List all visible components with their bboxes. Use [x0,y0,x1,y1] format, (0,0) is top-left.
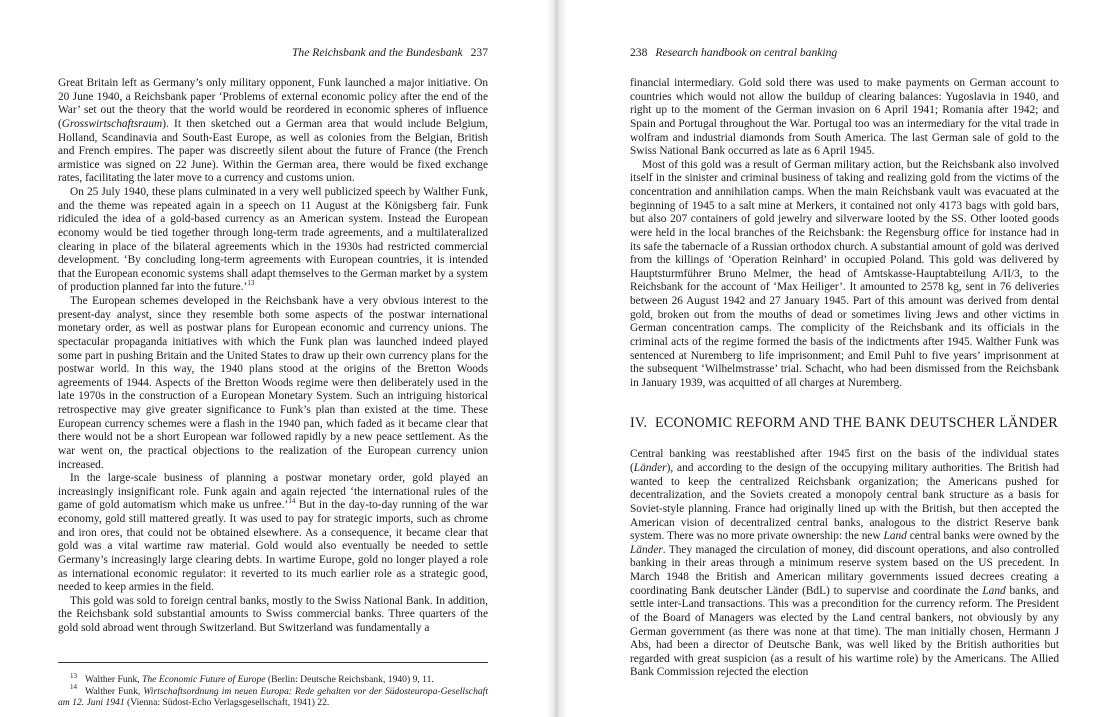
running-head [630,46,837,59]
running-head-title: The Reichsbank and the Bundesbank [291,46,463,59]
text-run: Central banking was reestablished after 1945 first on the basis of the individual states ( [630,448,1059,474]
paragraph [58,295,488,472]
text-run: financial intermediary. Gold sold there was used to make payments on German account to countries which would not allow the buildup of clearing balances: Yugoslavia in 1940, and right up to the moment of the German invasion on 6 April 1941; Romania after 1942; and Spain and Portugal throughout the War. Portugal too was an intermediary for the vital trade in wolfram and industrial diamonds from South America. The last German sale of gold to the Swiss National Bank occurred as late as 6 April 1945. [630,77,1059,158]
left-page [0,0,546,717]
paragraph [58,77,488,186]
paragraph [630,448,1059,680]
italic-text: The Economic Future of Europe [142,674,266,685]
italic-text: Länder [630,543,663,556]
text-run: . They managed the circulation of money, did discount operations, and also controlled banking in their areas through a minimum reserve system based on the US precedent. In March 1948 the British and American military governments issued decrees creating a coordinating Bank deutscher Länder (BdL) to supervise and coordinate the [630,543,1059,597]
body-text [630,77,1059,680]
italic-text: Wirtschaftsordnung im neuen Europa: Rede gehalten vor der Südosteuropa-Gesellschaft am 12. Juni 1941 [58,685,488,709]
text-run: ), and according to the design of the occupying military authorities. The British had wanted to keep the centralized Reichsbank organization; the Americans pushed for decentralization, and the Soviets created a monopoly central bank structure as a basis for Soviet-style planning. France had originally lined up with the British, but then accepted the American vision of decentralized central banks, analogous to the district Reserve bank system. There was no more private ownership: the new [630,462,1059,543]
text-run: (Berlin: Deutsche Reichsbank, 1940) 9, 11. [265,674,434,685]
text-run: Most of this gold was a result of German military action, but the Reichsbank also involved itself in the sinister and criminal business of taking and realizing gold from the victims of the concentration and annihilation camps. When the main Reichsbank vault was evacuated at the beginning of 1945 to a salt mine at Merkers, it contained not only 4173 bags with gold bars, but also 207 containers of gold jewelry and silverware looted by the SS. Other looted goods were held in the local branches of the Reichsbank: the Regensburg office for instance had in its safe the tabernacle of a Russian orthodox church. A substantial amount of gold was derived from the killings of ‘Operation Reinhard’ in occupied Poland. This gold was delivered by Hauptsturmführer Bruno Melmer, the head of Amtskasse-Hauptabteilung A/II/3, to the Reichsbank for the account of ‘Max Heiliger’. It amounted to 2578 kg, sent in 76 deliveries between 26 August 1942 and 27 January 1945. Part of this amount was derived from dental gold, broken out from the mouths of dead or sometimes living Jews and other victims in German concentration camps. The complicity of the Reichsbank and its officials in the criminal acts of the regime formed the basis of the indictments after 1945. Walther Funk was sentenced at Nuremberg to life imprisonment; and Emil Puhl to five years’ imprisonment at the subsequent ‘Wilhelmstrasse’ trial. Schacht, who had been dismissed from the Reichsbank in January 1939, was acquitted of all charges at Nuremberg. [630,158,1059,389]
body-text [58,77,488,636]
text-run: In the large-scale business of planning a postwar monetary order, gold played an increasingly insignificant role. Funk again and again rejected ‘the international rules of the game of gold automatism which make us unfree.’ [58,472,488,512]
paragraph [630,159,1059,391]
footnote-marker: 14 [288,497,296,506]
paragraph [630,77,1059,159]
text-run: ). It then sketched out a German area that would include Belgium, Holland, Scandinavia and South-East Europe, as well as colonies from the Belgian, British and French empires. The paper was discreetly silent about the future of France (the French armistice was signed on 22 June). Within the German area, there would be fixed exchange rates, facilitating the later move to a currency and customs union. [58,117,488,185]
book-gutter [546,0,567,717]
footnotes [58,662,488,709]
footnote [58,683,488,709]
page-number: 238 [630,46,648,59]
footnote-rule [58,662,488,663]
text-run: This gold was sold to foreign central banks, mostly to the Swiss National Bank. In addition, the Reichsbank sold substantial amounts to Swiss commercial banks. Three quarters of the gold sold abroad went through Switzerland. But Switzerland was fundamentally a [58,594,488,634]
italic-text: Grosswirtschaftsraum [61,117,163,130]
footnote-number: 13 [70,671,77,680]
paragraph [58,472,488,595]
running-head [292,46,488,59]
text-run: Walther Funk, [85,674,143,685]
text-run: The European schemes developed in the Reichsbank have a very obvious interest to the present-day analyst, since they resemble both some aspects of the postwar international monetary order, as well as postwar plans for European economic and currency unions. The spectacular propaganda initiatives with which the Funk plan was launched indeed played some part in pushing Britain and the United States to draw up their own currency plans for the postwar world. In this way, the 1940 plans stood at the origins of the Bretton Woods agreements of 1944. Aspects of the Bretton Woods regime were then deliberately used in the late 1970s in the construction of a European Monetary System. Such an intriguing historical retrospective may give greater significance to Funk’s plan than existed at the time. These European currency schemes were a flash in the 1940 pan, which faded as it became clear that there would not be a short European war followed rapidly by a new peace settlement. As the war went on, the practical objections to the realization of the European currency union increased. [58,295,488,471]
section-heading [630,416,1059,430]
footnote [58,671,488,686]
italic-text: Länder [633,462,667,474]
page-number: 237 [470,46,488,59]
section-title: ECONOMIC REFORM AND THE BANK DEUTSCHER LÄNDER [655,415,1058,432]
footnote-number: 14 [70,683,77,692]
text-run: banks, and settle inter-Land transactions. This was a precondition for the currency reform. The President of the Board of Managers was elected by the Land central bankers, not obviously by any German government (as there was none at that time). The man initially chosen, Hermann J Abs, had been a director of Deutsche Bank, was well liked by the British authorities but regarded with great suspicion (as a result of his wartime role) by the Americans. The Allied Bank Commission rejected the election [630,584,1059,679]
paragraph [58,186,488,295]
right-page [567,0,1113,717]
text-run: But in the day-to-day running of the war economy, gold still mattered greatly. It was used to pay for strategic imports, such as chrome and iron ores, that could not be obtained elsewhere. As a consequence, it became clear that gold was a vital wartime raw material. Gold would also eventually be needed to settle Germany’s increasingly large clearing debts. In wartime Europe, gold no longer played a role as international economic regulator: it reverted to its much earlier role as a strategic good, needed to keep armies in the field. [58,499,488,594]
section-number: IV. [630,415,648,432]
text-run: Great Britain left as Germany’s only military opponent, Funk launched a major initiative. On 20 June 1940, a Reichsbank paper ‘Problems of external economic policy after the end of the War’ set out the theory that the world would be reordered in economic spheres of influence ( [58,77,488,130]
italic-text: Land [982,584,1006,597]
running-head-title: Research handbook on central banking [655,46,838,59]
text-run: Walther Funk, [85,685,144,697]
text-run: (Vienna: Südost-Echo Verlagsgesellschaft, 1941) 22. [124,697,330,709]
footnote-marker: 13 [247,279,255,288]
text-run: central banks were owned by the [906,530,1059,543]
text-run: On 25 July 1940, these plans culminated in a very well publicized speech by Walther Funk, and the theme was repeated again in a speech on 11 August at the Königsberg fair. Funk ridiculed the idea of a gold-based currency as an American system. Instead the European economy would be tied together through long-term trade agreements, and a multilateralized clearing in place of the bilateral agreements which in the 1930s had restricted commercial development. ‘By concluding long-term agreements with European countries, it is intended that the European economic systems shall adapt themselves to the German market by a system of production planned far into the future.’ [58,186,488,294]
italic-text: Land [883,530,907,543]
paragraph [58,595,488,636]
